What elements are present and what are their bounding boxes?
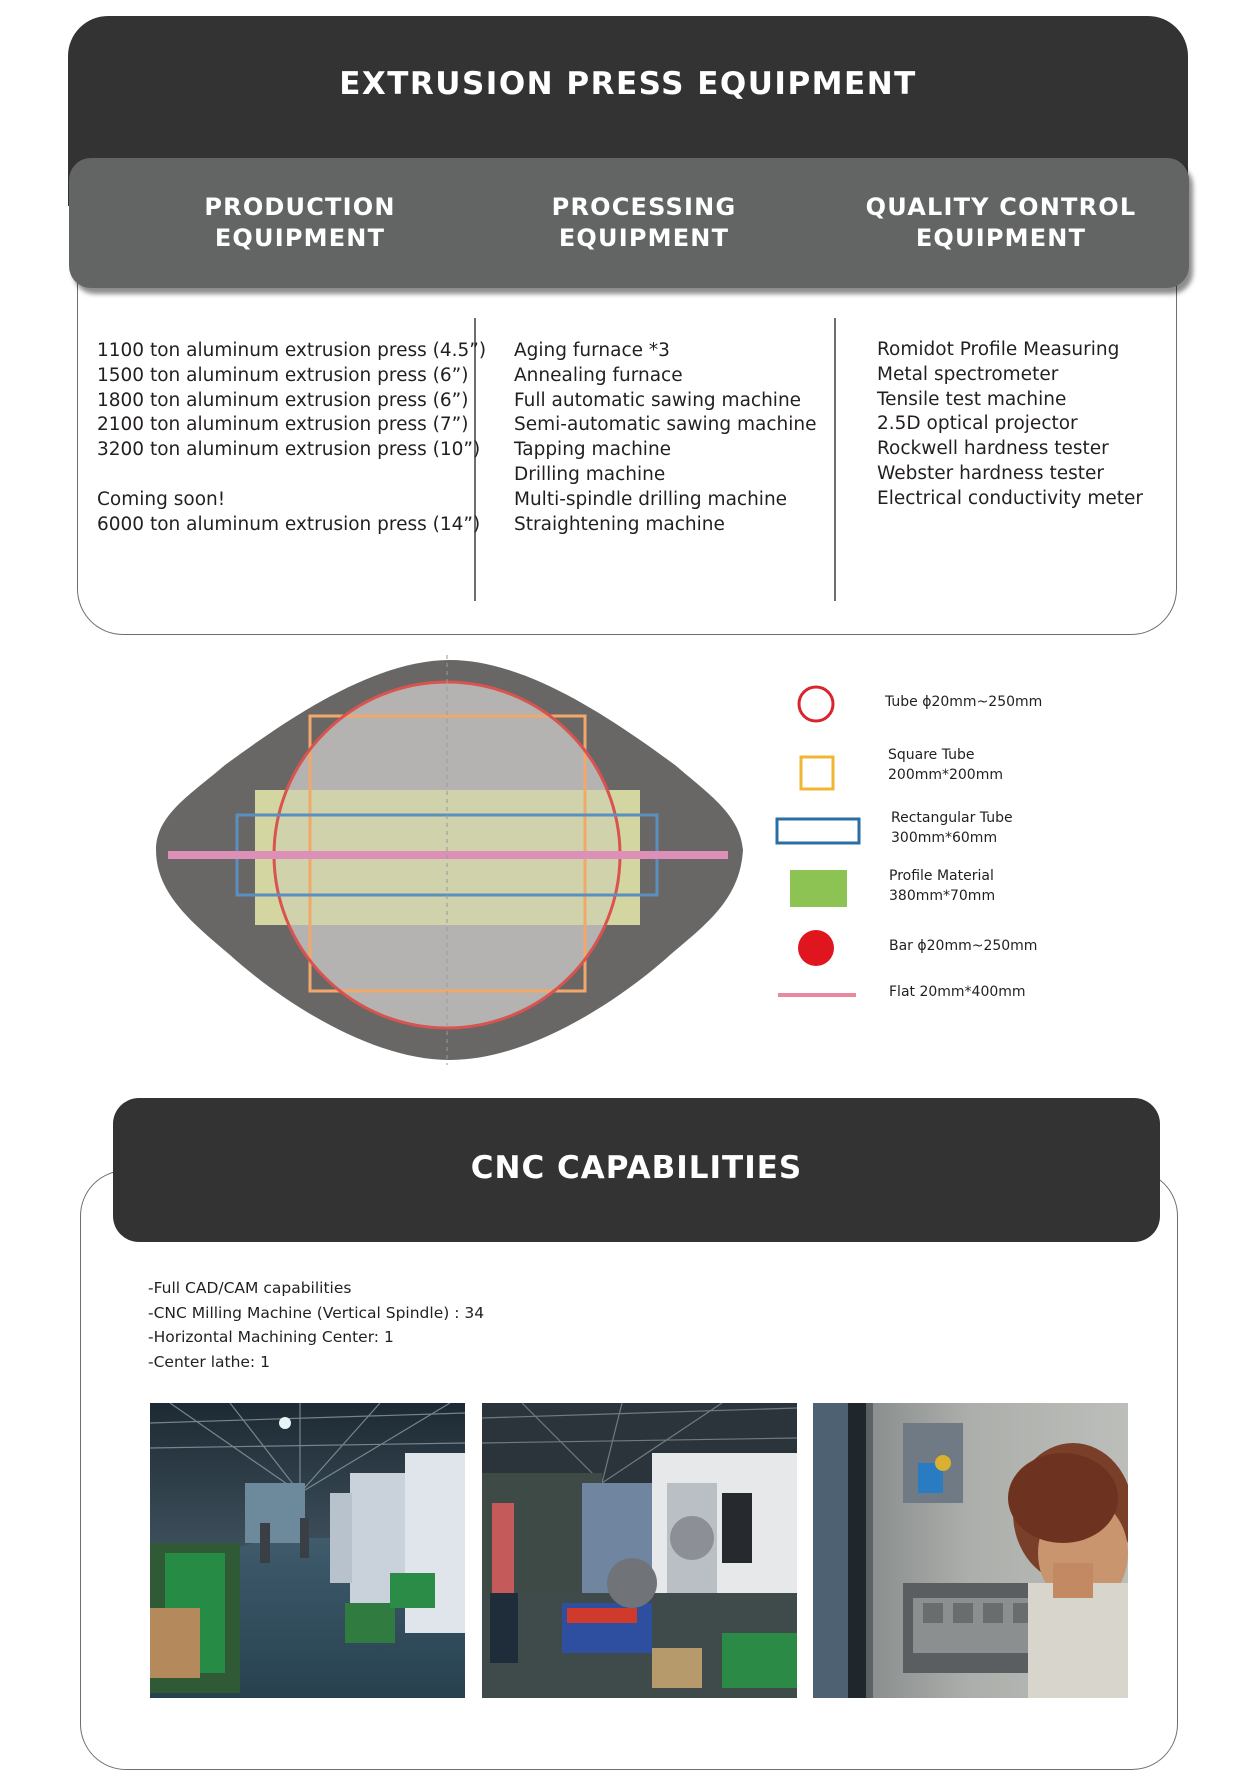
list-item: 1800 ton aluminum extrusion press (6”) — [97, 389, 469, 411]
filled-rectangle-icon — [790, 870, 847, 907]
legend-line: Rectangular Tube — [891, 810, 1013, 826]
legend-line: 300mm*60mm — [891, 830, 998, 846]
list-item: Full automatic sawing machine — [514, 389, 802, 411]
list-item: Multi-spindle drilling machine — [514, 488, 788, 510]
list-item: Rockwell hardness tester — [877, 438, 1109, 460]
legend-line: 200mm*200mm — [888, 767, 1003, 783]
profile-size-diagram — [150, 655, 750, 1070]
list-item: 6000 ton aluminum extrusion press (14”) — [97, 513, 481, 535]
column-heading-quality-control — [846, 192, 1156, 254]
cnc-machines-photo — [482, 1403, 797, 1698]
list-item: 2100 ton aluminum extrusion press (7”) — [97, 414, 469, 436]
rectangle-outline-icon — [777, 819, 859, 843]
list-item: -CNC Milling Machine (Vertical Spindle) : 34 — [148, 1303, 485, 1322]
list-item: 1100 ton aluminum extrusion press (4.5”) — [97, 340, 487, 361]
list-item: Romidot Profile Measuring — [877, 339, 1120, 360]
processing-equipment-list — [514, 339, 817, 537]
legend-line: Tube ϕ20mm~250mm — [885, 694, 1043, 710]
legend-line: Flat 20mm*400mm — [889, 984, 1026, 1000]
legend-line: Square Tube — [888, 747, 975, 763]
legend-line: Bar ϕ20mm~250mm — [889, 938, 1038, 954]
heading-line: PRODUCTION — [204, 193, 396, 221]
heading-line: EQUIPMENT — [214, 224, 386, 252]
legend-line: Profile Material — [889, 868, 994, 884]
heading-line: EQUIPMENT — [915, 224, 1087, 252]
legend-label-rectangular-tube — [891, 808, 1013, 848]
column-divider — [834, 318, 836, 601]
list-item: Semi-automatic sawing machine — [514, 414, 817, 436]
list-item: Electrical conductivity meter — [877, 487, 1143, 509]
list-item: Tapping machine — [514, 439, 672, 461]
list-item: -Full CAD/CAM capabilities — [148, 1279, 352, 1297]
legend-label-bar — [889, 936, 1037, 956]
square-outline-icon — [801, 757, 833, 789]
heading-line: QUALITY CONTROL — [865, 193, 1137, 221]
column-heading-production — [150, 192, 450, 254]
list-item: Straightening machine — [514, 513, 725, 535]
legend-label-flat — [889, 982, 1026, 1002]
list-item: -Horizontal Machining Center: 1 — [148, 1328, 394, 1346]
list-item: Metal spectrometer — [877, 363, 1059, 385]
legend-icons — [770, 680, 870, 1020]
column-heading-processing — [494, 192, 794, 254]
list-item: Tensile test machine — [877, 388, 1067, 410]
legend-label-square-tube — [888, 745, 1003, 785]
legend-label-tube — [885, 692, 1042, 712]
quality-control-equipment-list — [877, 338, 1143, 512]
production-equipment-list — [97, 339, 486, 537]
legend-line: 380mm*70mm — [889, 888, 996, 904]
machine-operator-photo — [813, 1403, 1128, 1698]
list-item: -Center lathe: 1 — [148, 1352, 270, 1371]
heading-line: EQUIPMENT — [558, 224, 730, 252]
circle-outline-icon — [799, 687, 833, 721]
list-item: Webster hardness tester — [877, 462, 1104, 484]
list-item: 1500 ton aluminum extrusion press (6”) — [97, 364, 469, 386]
equipment-title: EXTRUSION PRESS EQUIPMENT — [339, 66, 917, 102]
list-item: 3200 ton aluminum extrusion press (10”) — [97, 439, 481, 461]
filled-circle-icon — [798, 930, 834, 966]
coming-soon-note: Coming soon! — [97, 488, 226, 510]
legend-label-profile-material — [889, 866, 995, 906]
list-item: Drilling machine — [514, 463, 666, 485]
factory-aisle-photo — [150, 1403, 465, 1698]
heading-line: PROCESSING — [551, 193, 737, 221]
list-item: Annealing furnace — [514, 364, 683, 386]
list-item: Aging furnace *3 — [514, 340, 670, 361]
cnc-capabilities-list — [148, 1276, 484, 1374]
list-item: 2.5D optical projector — [877, 413, 1078, 435]
cnc-title: CNC CAPABILITIES — [470, 1150, 803, 1186]
